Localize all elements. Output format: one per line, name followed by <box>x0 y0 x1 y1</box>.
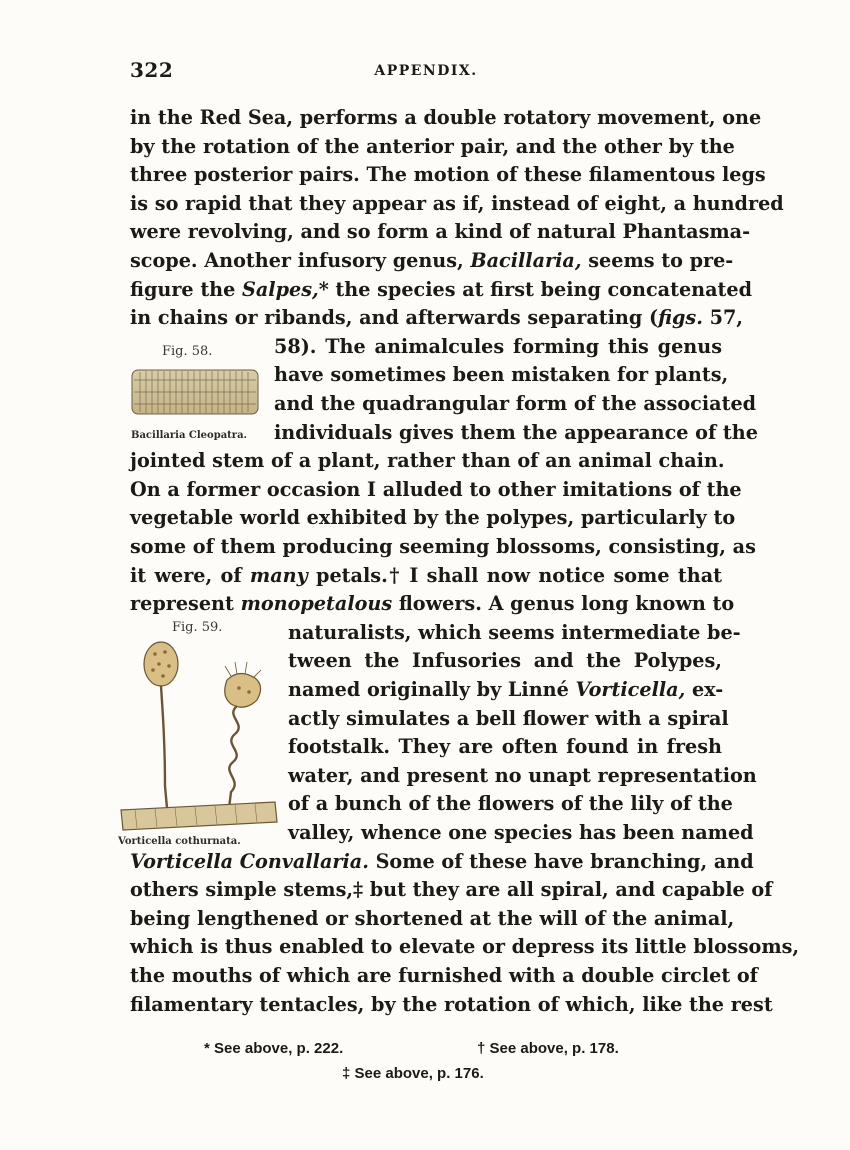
footnote-3: ‡ See above, p. 176. <box>342 1065 484 1082</box>
text-run: and the quadrangular form of the associated <box>274 392 757 415</box>
text-line <box>288 705 729 734</box>
text-run: figure the <box>130 277 243 301</box>
figure-59-label: Fig. 59. <box>172 620 223 635</box>
text-line <box>288 762 757 791</box>
text-line <box>130 876 773 905</box>
text-line <box>288 790 733 819</box>
text-line <box>130 562 722 591</box>
text-line <box>288 819 754 848</box>
text-run: valley, whence one species has been named <box>288 821 754 844</box>
text-run: were revolving, and so form a kind of natural Phantasma- <box>130 220 751 244</box>
italic-text: Salpes, <box>242 277 319 301</box>
text-run: ex- <box>685 678 724 701</box>
text-run: vegetable world exhibited by the polypes, particularly to <box>130 506 736 530</box>
text-line <box>130 161 766 190</box>
text-run: jointed stem of a plant, rather than of an animal chain. <box>130 449 725 473</box>
text-run: scope. Another infusory genus, <box>130 249 471 272</box>
text-line <box>130 247 734 276</box>
text-line <box>130 304 743 333</box>
text-line <box>274 333 722 362</box>
text-run: naturalists, which seems intermediate be- <box>288 620 741 644</box>
text-run: some of them producing seeming blossoms, consisting, as <box>130 535 756 558</box>
italic-text: monopetalous <box>240 592 393 616</box>
text-run: it were, of <box>130 563 250 587</box>
text-run: * the species at first being concatenated <box>318 277 753 301</box>
footnote-2: † See above, p. 178. <box>477 1040 619 1057</box>
text-run: others simple stems,‡ but they are all spiral, and capable of <box>130 878 773 902</box>
page-header <box>130 58 722 88</box>
text-run: being lengthened or shortened at the will of the animal, <box>130 906 735 930</box>
figure-58-caption: Bacillaria Cleopatra. <box>131 430 248 441</box>
text-line <box>130 133 735 162</box>
text-run: filamentary tentacles, by the rotation of which, like the rest <box>130 992 773 1016</box>
text-line <box>130 104 762 133</box>
text-line <box>274 419 758 448</box>
text-run: 58). The animalcules forming this genus <box>274 334 722 358</box>
text-run: petals.† I shall now notice some that <box>307 563 722 587</box>
figure-59-caption: Vorticella cothurnata. <box>118 836 241 847</box>
figure-58-illustration <box>128 364 268 428</box>
text-line <box>130 933 800 962</box>
text-run: is so rapid that they appear as if, instead of eight, a hundred <box>130 191 784 215</box>
text-line <box>288 647 722 676</box>
footnote-1: * See above, p. 222. <box>204 1040 344 1057</box>
italic-text: Bacillaria, <box>470 249 582 272</box>
text-run: flowers. A genus long known to <box>392 592 735 616</box>
text-line <box>130 848 754 877</box>
italic-text: Vorticella Convallaria. <box>130 849 369 873</box>
text-line <box>130 218 751 247</box>
figure-59-illustration <box>115 636 285 836</box>
text-run: tween the Infusories and the Polypes, <box>288 649 722 673</box>
text-run: in chains or ribands, and afterwards separating ( <box>130 306 659 330</box>
text-run: have sometimes been mistaken for plants, <box>274 363 729 387</box>
text-line <box>130 991 773 1020</box>
text-run: represent <box>130 592 241 616</box>
text-run: in the Red Sea, performs a double rotatory movement, one <box>130 106 762 129</box>
text-line <box>274 390 757 419</box>
text-run: the mouths of which are furnished with a double circlet of <box>130 964 758 987</box>
figure-58-label: Fig. 58. <box>162 344 213 359</box>
text-run: water, and present no unapt representation <box>288 763 757 787</box>
text-line <box>130 276 753 305</box>
text-line <box>130 905 735 934</box>
text-line <box>288 733 722 762</box>
text-run: three posterior pairs. The motion of these filamentous legs <box>130 163 766 187</box>
text-run: which is thus enabled to elevate or depress its little blossoms, <box>130 935 800 959</box>
text-line <box>130 190 784 219</box>
text-line <box>130 962 758 991</box>
text-line <box>288 619 741 648</box>
text-line <box>288 676 722 705</box>
text-run: of a bunch of the flowers of the lily of the <box>288 792 733 816</box>
running-head: APPENDIX. <box>374 63 478 79</box>
text-line <box>130 504 736 533</box>
text-line <box>274 361 729 390</box>
page-number: 322 <box>130 58 174 82</box>
text-run: seems to pre- <box>581 249 734 272</box>
text-run: footstalk. They are often found in fresh <box>288 735 722 759</box>
text-run: Some of these have branching, and <box>368 849 754 873</box>
text-run: actly simulates a bell flower with a spiral <box>288 706 729 730</box>
text-run: named originally by Linné <box>288 678 576 701</box>
text-line <box>130 590 735 619</box>
text-run: On a former occasion I alluded to other imitations of the <box>130 477 742 501</box>
italic-text: figs. <box>658 306 703 330</box>
text-run: 57, <box>702 306 743 330</box>
italic-text: many <box>249 563 308 587</box>
italic-text: Vorticella, <box>575 678 686 701</box>
text-run: by the rotation of the anterior pair, and the other by the <box>130 134 735 158</box>
text-run: individuals gives them the appearance of the <box>274 420 758 444</box>
text-line <box>130 447 725 476</box>
text-line <box>130 476 742 505</box>
text-line <box>130 533 756 562</box>
